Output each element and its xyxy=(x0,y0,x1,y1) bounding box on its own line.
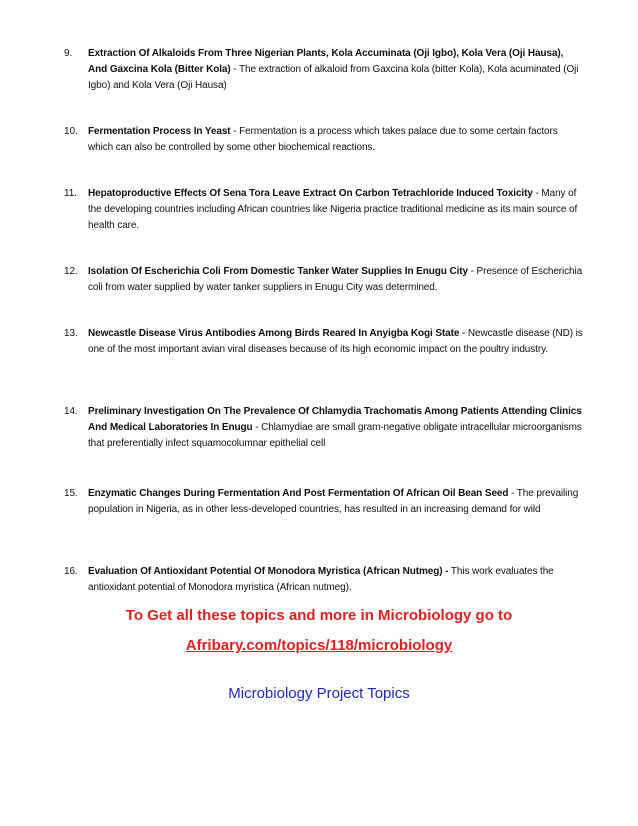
item-description: - The extraction of alkaloid from Gaxcina kola (bitter Kola), Kola acuminated (Oji Igbo) and Kola Vera (Oji Hausa) xyxy=(88,64,579,91)
list-item xyxy=(64,264,584,296)
cta-link[interactable]: Afribary.com/topics/118/microbiology xyxy=(185,637,453,654)
item-description: - Fermentation is a process which takes palace due to some certain factors which can also be controlled by some other biochemical reactions. xyxy=(88,126,558,153)
item-description: This work evaluates the antioxidant potential of Monodora myristica (African nutmeg). xyxy=(88,566,554,593)
item-number: 10. xyxy=(64,126,78,137)
cta-text: To Get all these topics and more in Microbiology go to xyxy=(125,607,513,624)
list-item xyxy=(64,404,584,452)
item-title[interactable]: Hepatoproductive Effects Of Sena Tora Leave Extract On Carbon Tetrachloride Induced Toxicity xyxy=(88,188,533,199)
item-title[interactable]: Fermentation Process In Yeast xyxy=(88,126,231,137)
item-number: 12. xyxy=(64,266,78,277)
item-number: 13. xyxy=(64,328,78,339)
item-title[interactable]: Extraction Of Alkaloids From Three Nigerian Plants, Kola Accuminata (Oji Igbo), Kola Vera (Oji Hausa), And Gaxcina Kola (Bitter Kola) xyxy=(88,48,564,75)
item-title[interactable]: Newcastle Disease Virus Antibodies Among Birds Reared In Anyigba Kogi State xyxy=(88,328,460,339)
list-item xyxy=(64,124,584,156)
item-description: - Presence of Escherichia coli from water supplied by water tanker suppliers in Enugu City was determined. xyxy=(88,266,583,293)
list-item xyxy=(64,186,584,234)
item-title[interactable]: Enzymatic Changes During Fermentation And Post Fermentation Of African Oil Bean Seed xyxy=(88,488,509,499)
item-title[interactable]: Evaluation Of Antioxidant Potential Of Monodora Myristica (African Nutmeg) - xyxy=(88,566,449,577)
footer-link[interactable]: Microbiology Project Topics xyxy=(228,685,410,702)
list-item xyxy=(64,46,584,94)
item-title[interactable]: Preliminary Investigation On The Prevalence Of Chlamydia Trachomatis Among Patients Attending Clinics And Medical Laboratories In Enugu xyxy=(88,406,582,433)
item-description: - Newcastle disease (ND) is one of the most important avian viral diseases because of its high economic impact on the poultry industry. xyxy=(88,328,583,355)
item-number: 11. xyxy=(64,188,77,199)
list-item xyxy=(64,326,584,358)
item-title[interactable]: Isolation Of Escherichia Coli From Domestic Tanker Water Supplies In Enugu City xyxy=(88,266,468,277)
list-item xyxy=(64,486,584,518)
item-number: 9. xyxy=(64,48,73,59)
item-number: 15. xyxy=(64,488,78,499)
item-number: 16. xyxy=(64,566,78,577)
item-description: - Chlamydiae are small gram-negative obligate intracellular microorganisms that preferentially infect squamocolumnar epithelial cell xyxy=(88,422,582,449)
list-item xyxy=(64,564,584,596)
item-description: - The prevailing population in Nigeria, as in other less-developed countries, has resulted in an increasing demand for wild xyxy=(88,488,579,515)
item-number: 14. xyxy=(64,406,78,417)
item-description: - Many of the developing countries including African countries like Nigeria practice traditional medicine as its main source of health care. xyxy=(88,188,578,231)
